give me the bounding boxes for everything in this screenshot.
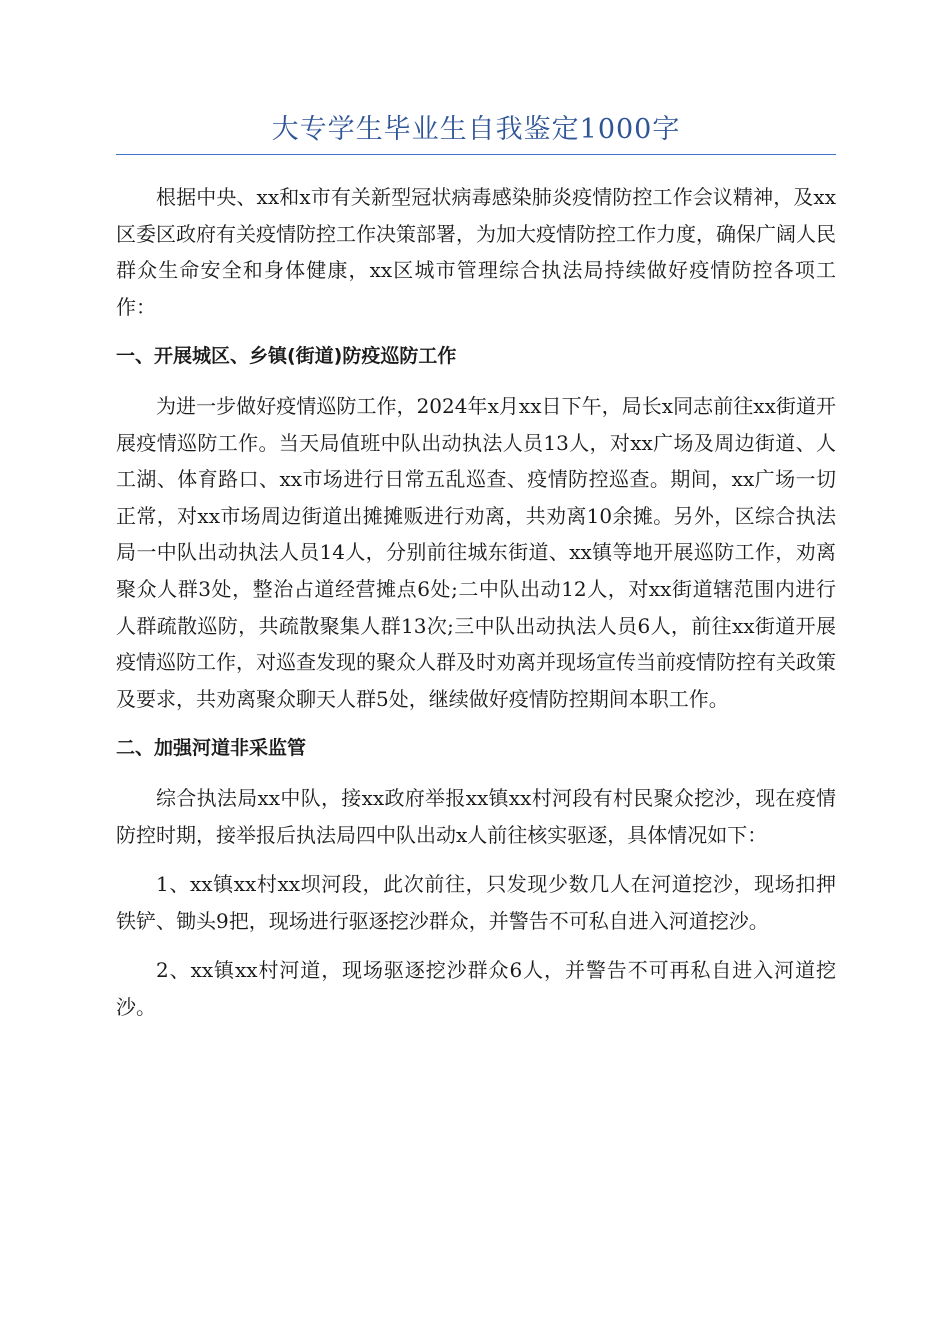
section-2-paragraph: 综合执法局xx中队，接xx政府举报xx镇xx村河段有村民聚众挖沙，现在疫情防控时期，接举报后执法局四中队出动x人前往核实驱逐，具体情况如下： (116, 785, 836, 847)
document-page (116, 0, 836, 1038)
section-heading-1: 一、开展城区、乡镇(街道)防疫巡防工作 (116, 345, 457, 368)
section-heading-2: 二、加强河道非采监管 (116, 737, 307, 760)
document-body (116, 179, 836, 1025)
title-underline (116, 154, 836, 155)
intro-paragraph: 根据中央、xx和x市有关新型冠状病毒感染肺炎疫情防控工作会议精神，及xx区委区政府有关疫情防控工作决策部署，为加大疫情防控工作力度，确保广阔人民群众生命安全和身体健康，xx区城市管理综合执法局持续做好疫情防控各项工作： (116, 185, 836, 319)
list-item-1: 1、xx镇xx村xx坝河段，此次前往，只发现少数几人在河道挖沙，现场扣押铁铲、锄头9把，现场进行驱逐挖沙群众，并警告不可私自进入河道挖沙。 (116, 872, 836, 933)
document-title: 大专学生毕业生自我鉴定1000字 (271, 114, 681, 145)
list-item-2: 2、xx镇xx村河道，现场驱逐挖沙群众6人，并警告不可再私自进入河道挖沙。 (116, 958, 836, 1019)
section-1-paragraph: 为进一步做好疫情巡防工作，2024年x月xx日下午，局长x同志前往xx街道开展疫情巡防工作。当天局值班中队出动执法人员13人，对xx广场及周边街道、人工湖、体育路口、xx市场进行日常五乱巡查、疫情防控巡查。期间，xx广场一切正常，对xx市场周边街道出摊摊贩进行劝离，共劝离10余摊。另外，区综合执法局一中队出动执法人员14人，分别前往城东街道、xx镇等地开展巡防工作，劝离聚众人群3处，整治占道经营摊点6处;二中队出动12人，对xx街道辖范围内进行人群疏散巡防，共疏散聚集人群13次;三中队出动执法人员6人，前往xx街道开展疫情巡防工作，对巡查发现的聚众人群及时劝离并现场宣传当前疫情防控有关政策及要求，共劝离聚众聊天人群5处，继续做好疫情防控期间本职工作。 (116, 393, 836, 711)
